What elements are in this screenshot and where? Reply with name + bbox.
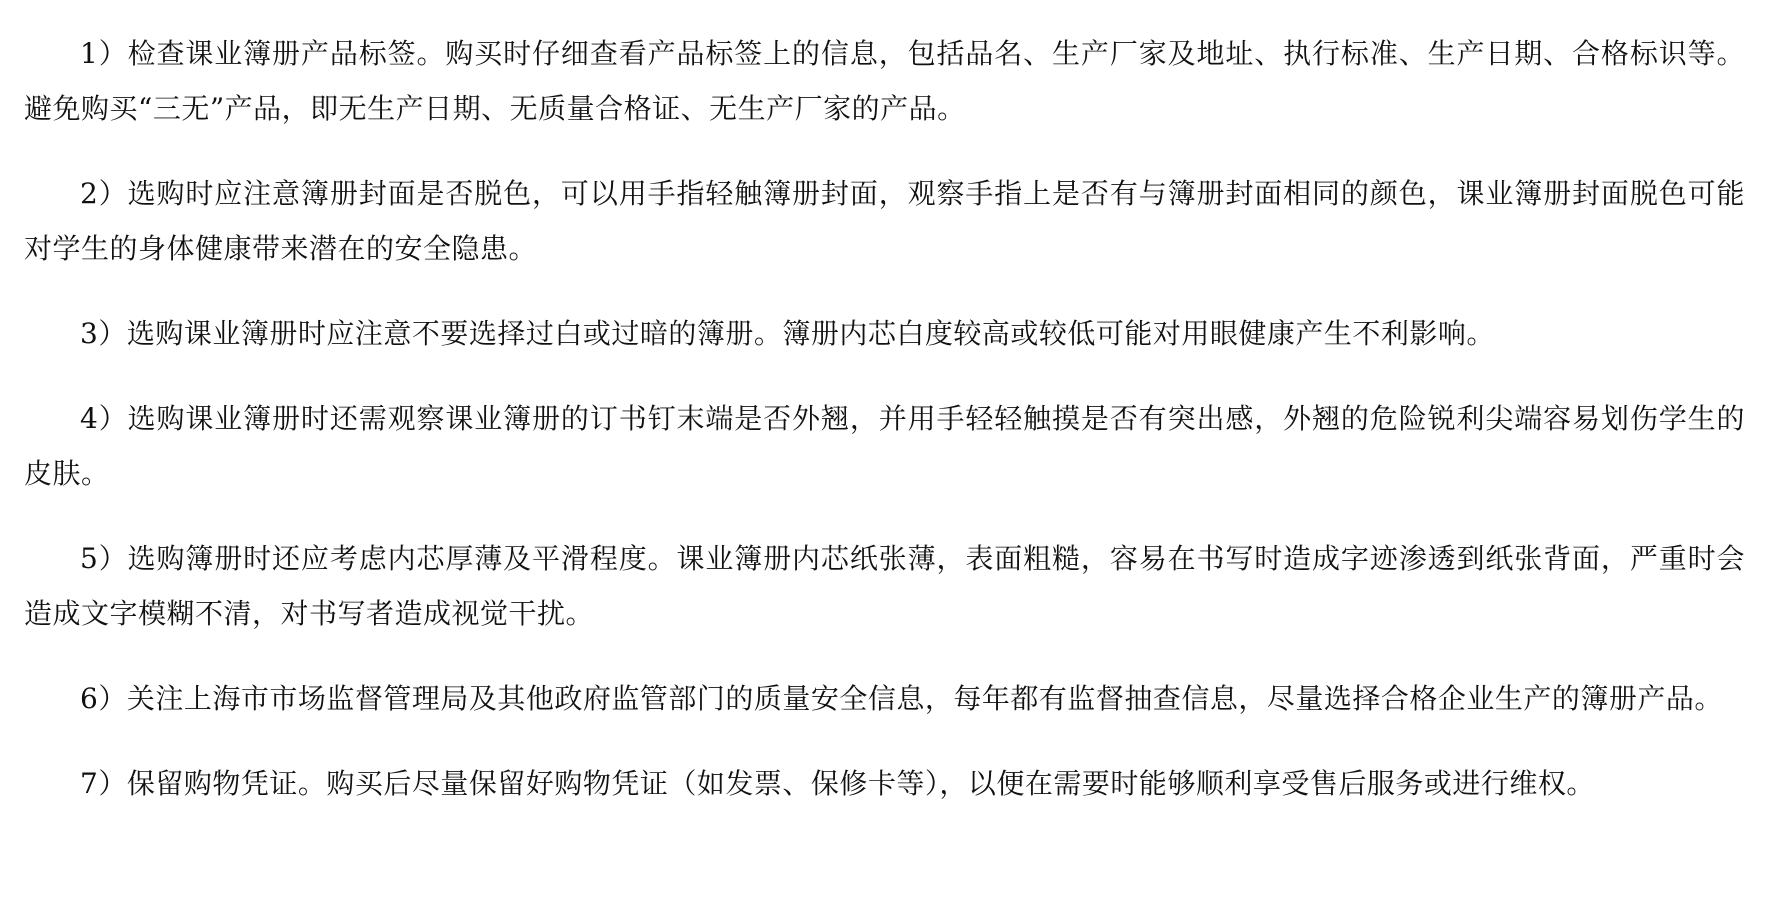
- tip-paragraph-6: 6）关注上海市市场监督管理局及其他政府监管部门的质量安全信息，每年都有监督抽查信息，尽量选择合格企业生产的簿册产品。: [80, 682, 1723, 715]
- tip-paragraph-2: 2）选购时应注意簿册封面是否脱色，可以用手指轻触簿册封面，观察手指上是否有与簿册封面相同的颜色，课业簿册封面脱色可能对学生的身体健康带来潜在的安全隐患。: [24, 177, 1745, 265]
- tip-paragraph-1: 1）检查课业簿册产品标签。购买时仔细查看产品标签上的信息，包括品名、生产厂家及地址、执行标准、生产日期、合格标识等。避免购买“三无”产品，即无生产日期、无质量合格证、无生产厂家的产品。: [24, 37, 1745, 125]
- tip-paragraph-5: 5）选购簿册时还应考虑内芯厚薄及平滑程度。课业簿册内芯纸张薄，表面粗糙，容易在书写时造成字迹渗透到纸张背面，严重时会造成文字模糊不清，对书写者造成视觉干扰。: [24, 542, 1745, 630]
- tip-paragraph-3: 3）选购课业簿册时应注意不要选择过白或过暗的簿册。簿册内芯白度较高或较低可能对用眼健康产生不利影响。: [80, 317, 1495, 350]
- tip-paragraph-4: 4）选购课业簿册时还需观察课业簿册的订书钉末端是否外翘，并用手轻轻触摸是否有突出感，外翘的危险锐利尖端容易划伤学生的皮肤。: [24, 402, 1745, 490]
- tip-paragraph-7: 7）保留购物凭证。购买后尽量保留好购物凭证（如发票、保修卡等），以便在需要时能够顺利享受售后服务或进行维权。: [80, 767, 1595, 800]
